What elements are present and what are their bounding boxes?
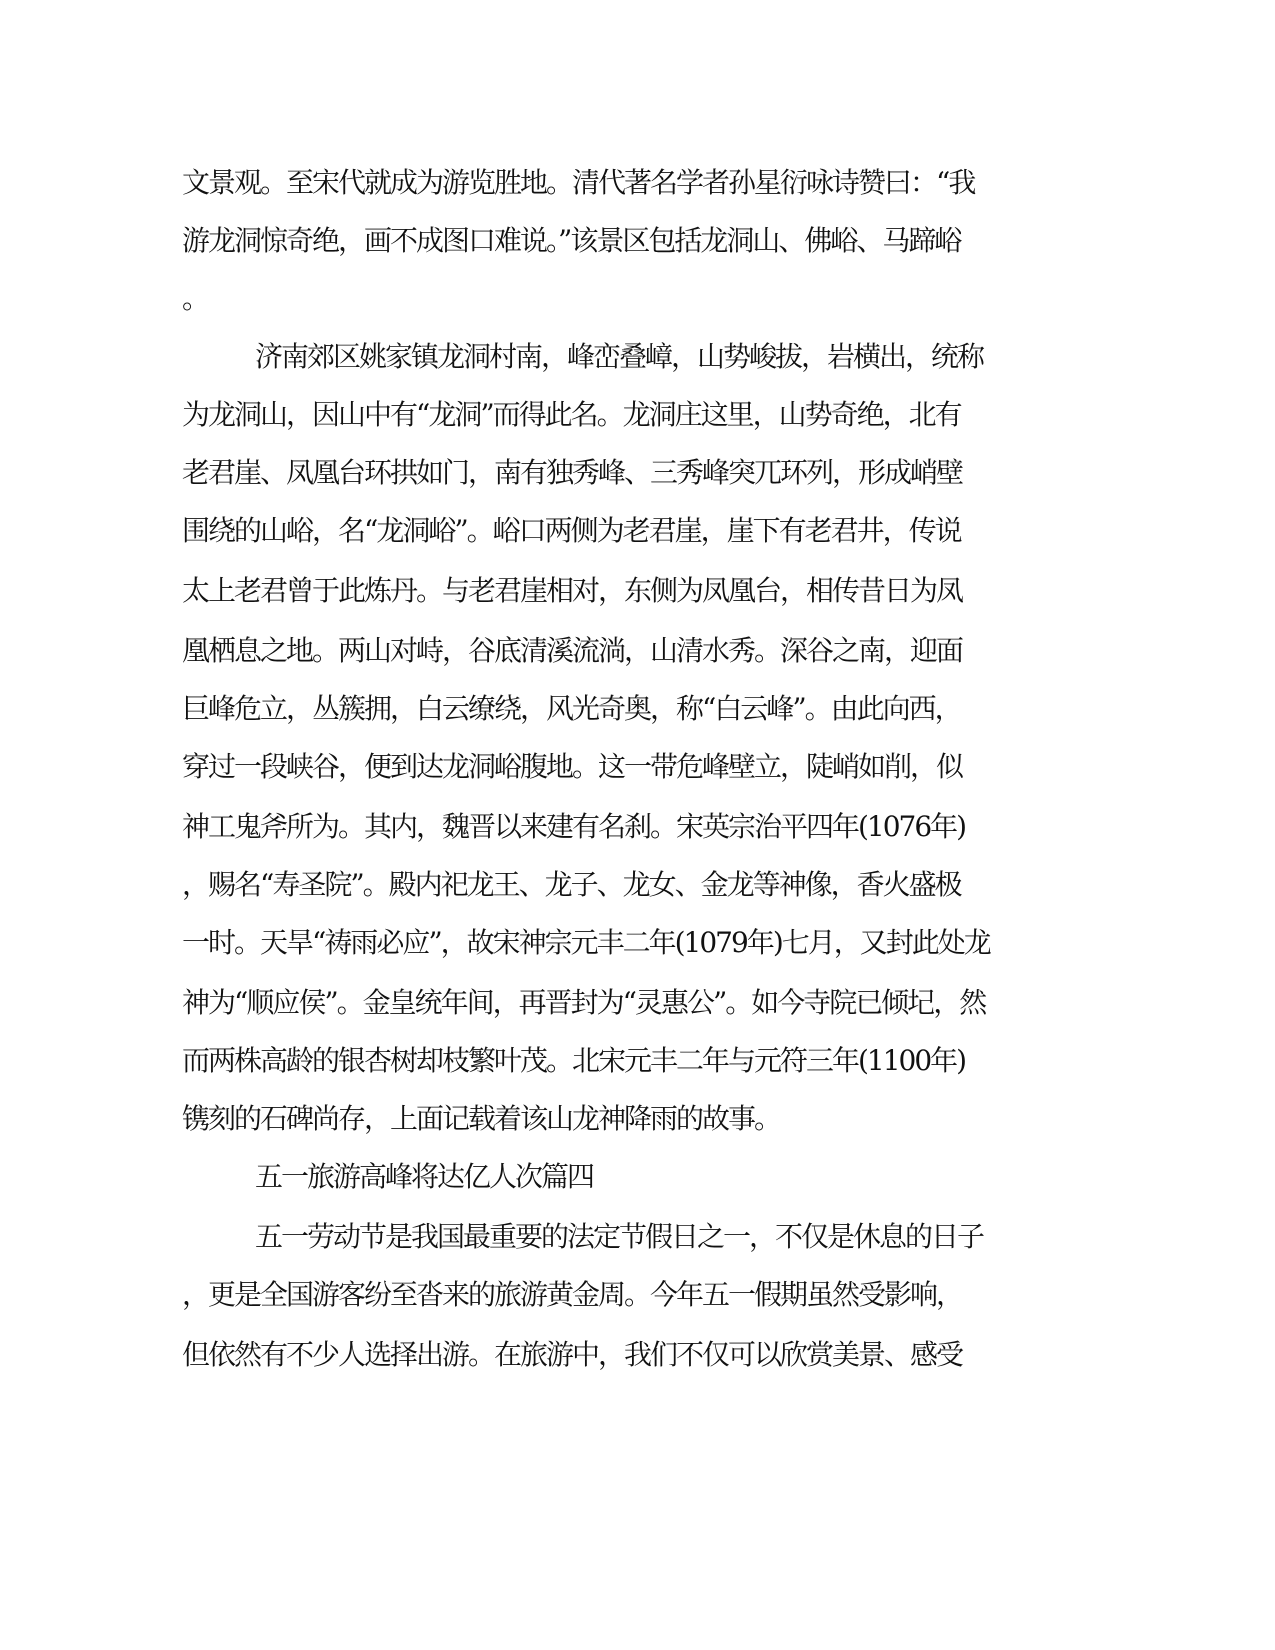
- section-heading: 五一旅游高峰将达亿人次篇四: [255, 1160, 594, 1193]
- text-line: 游龙洞惊奇绝，画不成图口难说。”该景区包括龙洞山、佛峪、马蹄峪: [182, 224, 961, 257]
- text-line: 巨峰危立，丛簇拥，白云缭绕，风光奇奥，称“白云峰”。由此向西，: [182, 692, 961, 725]
- text-line: 文景观。至宋代就成为游览胜地。清代著名学者孙星衍咏诗赞曰：“我: [182, 166, 975, 199]
- text-line: 。: [182, 282, 209, 315]
- text-line: 镌刻的石碑尚存，上面记载着该山龙神降雨的故事。: [182, 1102, 781, 1135]
- text-line: 神工鬼斧所为。其内，魏晋以来建有名刹。宋英宗治平四年(1076年): [182, 810, 966, 843]
- text-line: 围绕的山峪，名“龙洞峪”。峪口两侧为老君崖，崖下有老君井，传说: [182, 514, 961, 547]
- text-line: 但依然有不少人选择出游。在旅游中，我们不仅可以欣赏美景、感受: [182, 1338, 963, 1371]
- text-line: 神为“顺应侯”。金皇统年间，再晋封为“灵惠公”。如今寺院已倾圮，然: [182, 986, 986, 1019]
- text-line: ，更是全国游客纷至沓来的旅游黄金周。今年五一假期虽然受影响，: [182, 1278, 963, 1311]
- paragraph-start: 济南郊区姚家镇龙洞村南，峰峦叠嶂，山势峻拔，岩横出，统称: [255, 340, 984, 373]
- text-line: 一时。天旱“祷雨必应”，故宋神宗元丰二年(1079年)七月，又封此处龙: [182, 926, 990, 959]
- text-line: 凰栖息之地。两山对峙，谷底清溪流淌，山清水秀。深谷之南，迎面: [182, 634, 963, 667]
- text-line: 老君崖、凤凰台环拱如门，南有独秀峰、三秀峰突兀环列，形成峭壁: [182, 456, 963, 489]
- text-line: 而两株高龄的银杏树却枝繁叶茂。北宋元丰二年与元符三年(1100年): [182, 1044, 966, 1077]
- paragraph-start: 五一劳动节是我国最重要的法定节假日之一，不仅是休息的日子: [255, 1220, 984, 1253]
- text-line: 穿过一段峡谷，便到达龙洞峪腹地。这一带危峰壁立，陡峭如削，似: [182, 750, 963, 783]
- text-line: 太上老君曾于此炼丹。与老君崖相对，东侧为凤凰台，相传昔日为凤: [182, 574, 963, 607]
- text-line: 为龙洞山，因山中有“龙洞”而得此名。龙洞庄这里，山势奇绝，北有: [182, 398, 961, 431]
- text-line: ，赐名“寿圣院”。殿内祀龙王、龙子、龙女、金龙等神像，香火盛极: [182, 868, 961, 901]
